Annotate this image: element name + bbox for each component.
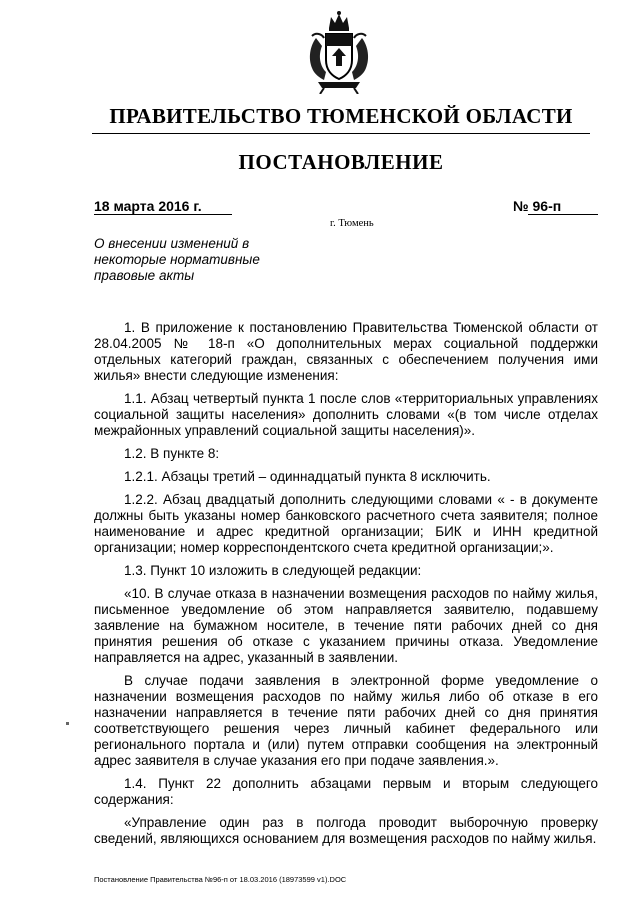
government-title: ПРАВИТЕЛЬСТВО ТЮМЕНСКОЙ ОБЛАСТИ bbox=[109, 104, 573, 128]
paragraph: «10. В случае отказа в назначении возмещения расходов по найму жилья, письменное уведомление об этом направляется заявителю, подавшему заявление на бумажном носителе, в течение пяти рабочих дней со дня принятия решения об отказе с указанием причины отказа. Уведомление направляется на адрес, указанный в заявлении. bbox=[94, 586, 598, 665]
date-underline bbox=[94, 214, 232, 215]
title-divider bbox=[92, 133, 590, 134]
document-number: № 96-п bbox=[513, 198, 562, 214]
number-underline bbox=[528, 214, 598, 215]
paragraph: 1.2.2. Абзац двадцатый дополнить следующими словами « - в документе должны быть указаны номер банковского расчетного счета заявителя; полное наименование и адрес кредитной организации; БИК и ИНН кредитной организации; номер корреспондентского счета кредитной организации;». bbox=[94, 492, 598, 555]
footer-file-reference: Постановление Правительства №96-п от 18.03.2016 (18973599 v1).DOC bbox=[94, 875, 347, 884]
paragraph: В случае подачи заявления в электронной форме уведомление о назначении возмещения расходов по найму жилья либо об отказе в его назначении направляется в течение пяти рабочих дней со дня принятия соответствующего решения через личный кабинет федерального или регионального портала и (или) путем отправки сообщения на электронный адрес заявителя в случае указания его при подаче заявления.». bbox=[94, 673, 598, 768]
city-label: г. Тюмень bbox=[330, 218, 374, 229]
paragraph: 1. В приложение к постановлению Правительства Тюменской области от 28.04.2005 № 18-п «О дополнительных мерах социальной поддержки отдельных категорий граждан, связанных с обеспечением получения ими жилья» внести следующие изменения: bbox=[94, 320, 598, 383]
coat-of-arms-emblem bbox=[302, 8, 376, 94]
paragraph: 1.4. Пункт 22 дополнить абзацами первым и вторым следующего содержания: bbox=[94, 776, 598, 807]
paragraph: 1.2.1. Абзацы третий – одиннадцатый пункта 8 исключить. bbox=[124, 469, 491, 484]
document-subject: О внесении изменений в некоторые нормативные правовые акты bbox=[94, 236, 260, 283]
margin-mark bbox=[66, 722, 69, 725]
paragraph: 1.3. Пункт 10 изложить в следующей редакции: bbox=[124, 563, 422, 578]
paragraph: «Управление один раз в полгода проводит выборочную проверку сведений, являющихся основанием для возмещения расходов по найму жилья. bbox=[94, 815, 598, 846]
paragraph: 1.1. Абзац четвертый пункта 1 после слов «территориальных управлениях социальной защиты населения» дополнить словами «(в том числе отделах межрайонных управлений социальной защиты населения)». bbox=[94, 391, 598, 438]
document-date: 18 марта 2016 г. bbox=[94, 198, 202, 214]
document-type-heading: ПОСТАНОВЛЕНИЕ bbox=[238, 150, 444, 174]
document-body bbox=[94, 320, 598, 854]
paragraph: 1.2. В пункте 8: bbox=[124, 446, 220, 461]
